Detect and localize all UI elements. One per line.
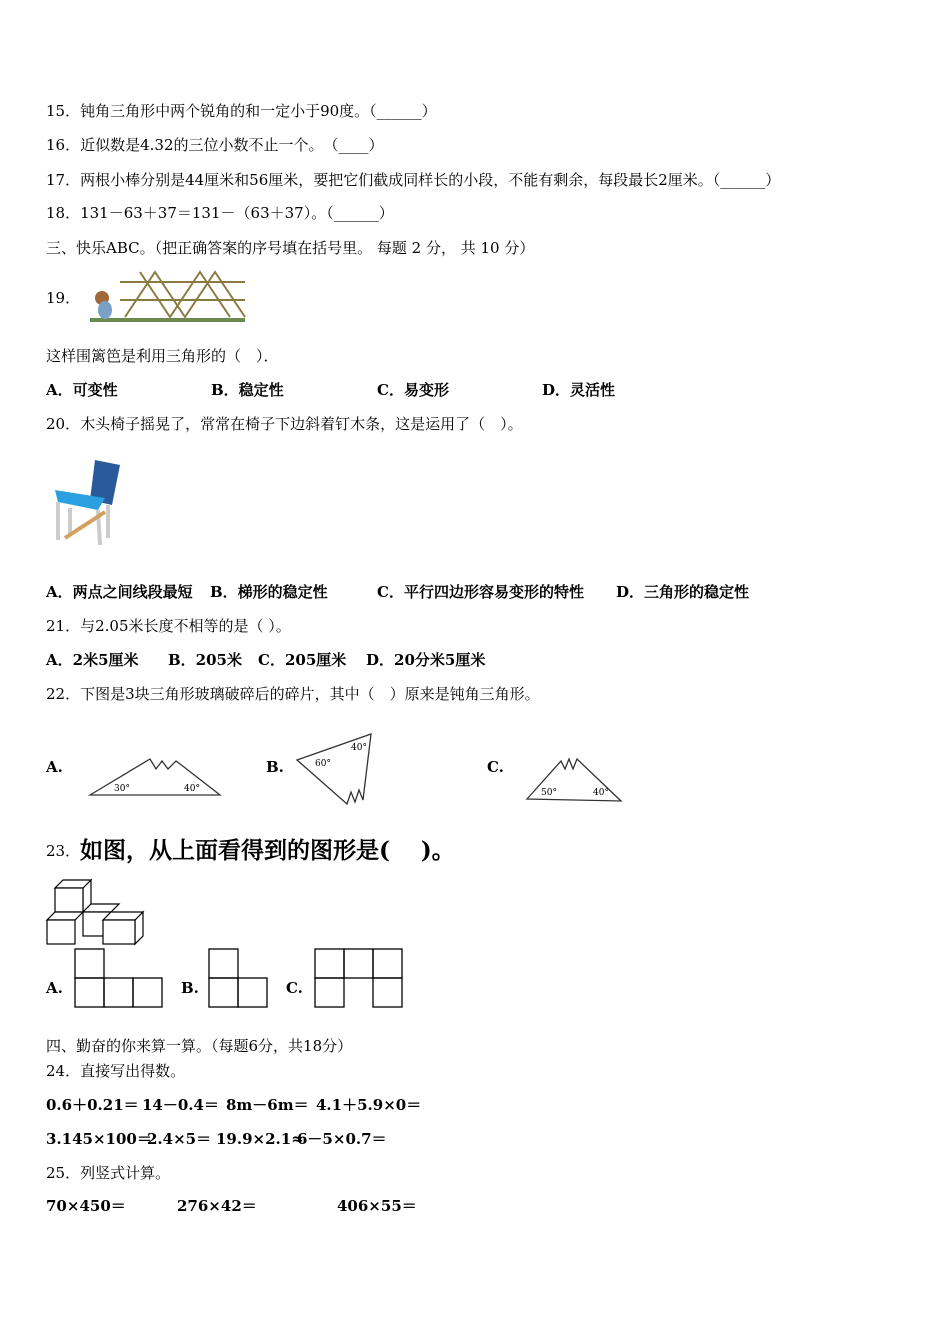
vertical-calc-item: 276×42＝ (177, 1197, 257, 1215)
q23-shape-c (314, 948, 406, 1010)
q20-option-c[interactable]: C．平行四边形容易变形的特性 (377, 583, 584, 601)
vertical-calc-item: 70×450＝ (46, 1197, 126, 1215)
calc-item: 14－0.4＝ (142, 1096, 219, 1114)
monkey-fence-image (80, 262, 250, 328)
question-19-number: 19． (46, 289, 81, 307)
q19-option-a[interactable]: A．可变性 (46, 381, 118, 399)
q22-label-b[interactable]: B. (266, 758, 284, 776)
question-18: 18．131－63＋37＝131－（63＋37）。（______） (46, 204, 394, 222)
question-20-text: 20．木头椅子摇晃了，常常在椅子下边斜着钉木条，这是运用了（ ）。 (46, 415, 523, 433)
question-15: 15．钝角三角形中两个锐角的和一定小于90度。（______） (46, 102, 437, 120)
vertical-calc-item: 406×55＝ (337, 1197, 417, 1215)
calc-item: 3.145×100＝ (46, 1130, 152, 1148)
question-22-text: 22．下图是3块三角形玻璃破碎后的碎片，其中（ ）原来是钝角三角形。 (46, 685, 540, 703)
q20-option-d[interactable]: D．三角形的稳定性 (616, 583, 750, 601)
section-3-heading: 三、快乐ABC。（把正确答案的序号填在括号里。 每题 2 分， 共 10 分） (46, 239, 535, 257)
angle-c2: 40° (593, 788, 609, 798)
q23-label-b[interactable]: B. (181, 979, 199, 997)
calc-item: 4.1＋5.9×0＝ (316, 1096, 422, 1114)
angle-a1: 30° (114, 784, 130, 794)
q21-option-a[interactable]: A．2米5厘米 (46, 651, 139, 669)
question-21-text: 21．与2.05米长度不相等的是（ ）。 (46, 617, 291, 635)
q22-label-c[interactable]: C. (487, 758, 504, 776)
question-24-text: 24．直接写出得数。 (46, 1062, 186, 1080)
q21-option-b[interactable]: B．205米 (168, 651, 242, 669)
question-23-number: 23． (46, 842, 81, 860)
question-23-text: 如图，从上面看得到的图形是( )。 (80, 837, 455, 864)
section-4-heading: 四、勤奋的你来算一算。（每题6分，共18分） (46, 1037, 353, 1055)
q23-label-a[interactable]: A. (46, 979, 63, 997)
calc-item: 0.6＋0.21＝ (46, 1096, 139, 1114)
q19-option-d[interactable]: D．灵活性 (542, 381, 616, 399)
question-17: 17．两根小棒分别是44厘米和56厘米，要把它们截成同样长的小段，不能有剩余，每段最长2厘米。（______） (46, 171, 781, 189)
q20-option-b[interactable]: B．梯形的稳定性 (210, 583, 328, 601)
glass-fragment-a (88, 755, 223, 800)
calc-item: 8m－6m＝ (226, 1096, 309, 1114)
q23-shape-b (208, 948, 272, 1010)
q20-option-a[interactable]: A．两点之间线段最短 (46, 583, 193, 601)
question-25-text: 25．列竖式计算。 (46, 1164, 171, 1182)
glass-fragment-b (295, 730, 375, 808)
angle-c1: 50° (541, 788, 557, 798)
chair-image (50, 450, 125, 550)
question-19-text: 这样围篱笆是利用三角形的（ ）． (46, 347, 279, 365)
angle-b1: 60° (315, 759, 331, 769)
q21-option-d[interactable]: D．20分米5厘米 (366, 651, 486, 669)
angle-b2: 40° (351, 743, 367, 753)
q23-label-c[interactable]: C. (286, 979, 303, 997)
calc-item: 2.4×5＝ (147, 1130, 212, 1148)
calc-item: 19.9×2.1≈ (216, 1130, 304, 1148)
question-16: 16．近似数是4.32的三位小数不止一个。 （____） (46, 136, 384, 154)
q22-label-a[interactable]: A. (46, 758, 63, 776)
glass-fragment-c (525, 755, 625, 803)
angle-a2: 40° (184, 784, 200, 794)
q23-shape-a (74, 948, 166, 1010)
q19-option-c[interactable]: C．易变形 (377, 381, 449, 399)
calc-item: 6－5×0.7＝ (297, 1130, 387, 1148)
cube-stack-image (45, 878, 147, 946)
q21-option-c[interactable]: C．205厘米 (258, 651, 347, 669)
q19-option-b[interactable]: B．稳定性 (211, 381, 284, 399)
